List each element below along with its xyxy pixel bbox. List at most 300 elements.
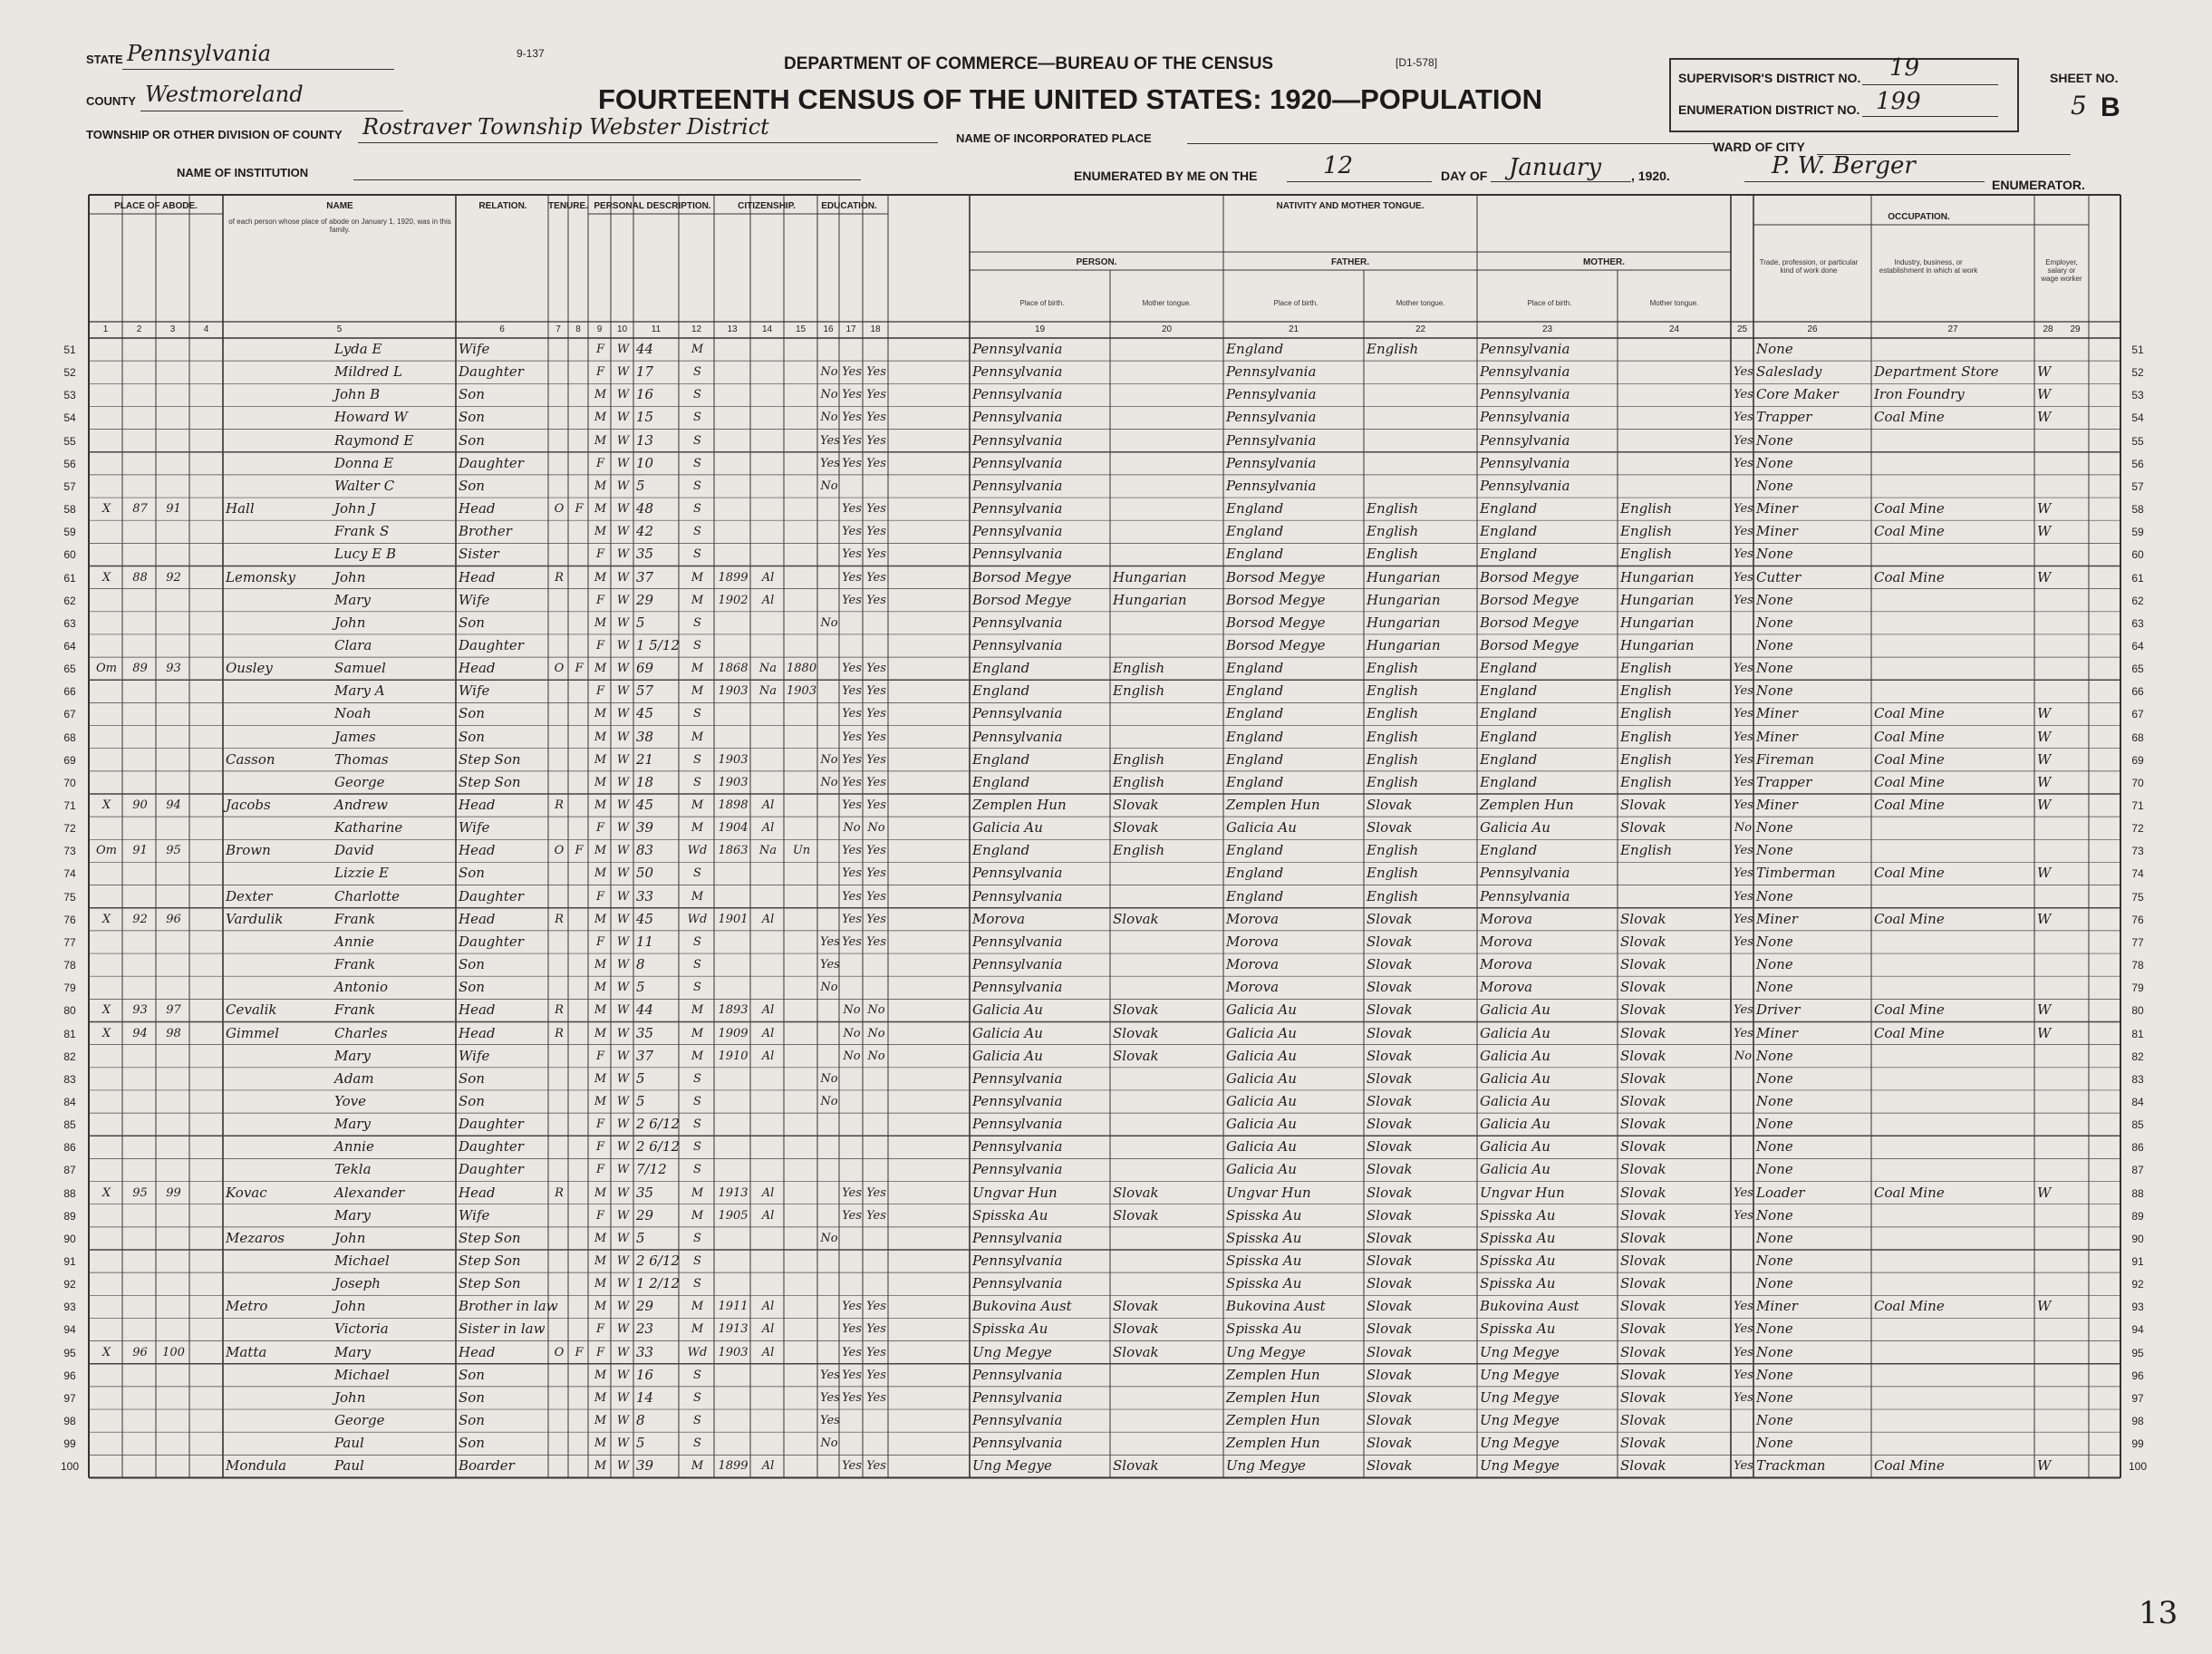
- line-number: 60: [63, 548, 76, 562]
- column-number: 11: [651, 324, 662, 334]
- cell-ftongue: Hungarian: [1367, 614, 1441, 631]
- line-number: 61: [2131, 571, 2144, 585]
- cell-home: O: [554, 1345, 565, 1359]
- cell-fpob: Bukovina Aust: [1226, 1298, 1326, 1315]
- cell-ftongue: Slovak: [1367, 819, 1413, 837]
- cell-ftongue: English: [1367, 523, 1419, 540]
- cell-color: W: [616, 388, 630, 402]
- cell-age: 42: [636, 523, 654, 540]
- cell-read: Yes: [842, 1368, 862, 1382]
- cell-surname: Metro: [226, 1298, 268, 1315]
- cell-surname: Brown: [226, 842, 271, 859]
- cell-industry: Coal Mine: [1874, 1184, 1945, 1201]
- line-number: 75: [2131, 890, 2144, 904]
- cell-read: Yes: [842, 593, 862, 607]
- cell-surname: Hall: [226, 500, 255, 517]
- cell-mtongue: Hungarian: [1620, 636, 1695, 653]
- cell-sex: F: [595, 934, 605, 949]
- cell-pob: Pennsylvania: [972, 865, 1063, 882]
- cell-read: Yes: [842, 844, 862, 858]
- cell-sex: M: [594, 866, 607, 881]
- cell-relation: Wife: [459, 819, 490, 837]
- cell-imm: 1903: [718, 684, 749, 699]
- cell-ftongue: English: [1367, 705, 1419, 722]
- cell-age: 45: [636, 910, 654, 927]
- cell-color: W: [616, 730, 630, 744]
- cell-given: Mary: [334, 1047, 371, 1064]
- cell-relation: Head: [459, 1184, 496, 1201]
- column-number: 16: [823, 324, 834, 334]
- cell-color: W: [616, 1140, 630, 1155]
- cell-trade: None: [1756, 1412, 1793, 1429]
- cell-english: Yes: [1734, 570, 1753, 585]
- cell-trade: Loader: [1756, 1184, 1805, 1201]
- enumeration-value: 199: [1876, 88, 1921, 115]
- cell-relation: Daughter: [459, 1138, 524, 1156]
- cell-surname: Jacobs: [226, 797, 271, 813]
- cell-english: Yes: [1734, 547, 1753, 562]
- cell-relation: Son: [459, 614, 485, 631]
- cell-home: R: [555, 1003, 564, 1018]
- cell-relation: Step Son: [459, 1275, 521, 1292]
- cell-write: Yes: [866, 844, 886, 858]
- cell-age: 69: [636, 660, 654, 677]
- cell-mtongue: English: [1620, 660, 1673, 677]
- cell-school: Yes: [820, 433, 840, 448]
- cell-read: Yes: [842, 456, 862, 470]
- cell-write: Yes: [866, 502, 886, 517]
- column-number: 14: [761, 324, 773, 334]
- supervisor-value: 19: [1889, 54, 1920, 82]
- cell-age: 35: [636, 1024, 654, 1041]
- cell-employer: W: [2037, 363, 2052, 381]
- enumeration-label: ENUMERATION DISTRICT NO.: [1678, 102, 1860, 117]
- cell-marital: M: [691, 1003, 704, 1018]
- column-number: 6: [499, 324, 505, 334]
- cell-read: Yes: [842, 547, 862, 562]
- cell-fpob: Spisska Au: [1226, 1275, 1302, 1292]
- line-number: 83: [63, 1072, 76, 1086]
- line-number: 64: [63, 639, 76, 653]
- cell-street: X: [101, 570, 111, 585]
- cell-write: Yes: [866, 1208, 886, 1223]
- cell-sex: M: [594, 1300, 607, 1314]
- cell-nat: Al: [761, 1003, 775, 1018]
- cell-ftongue: English: [1367, 865, 1419, 882]
- cell-sex: F: [595, 1345, 605, 1359]
- cell-relation: Daughter: [459, 1161, 524, 1178]
- cell-color: W: [616, 1459, 630, 1474]
- line-number: 56: [63, 457, 76, 470]
- cell-pob: Pennsylvania: [972, 386, 1063, 403]
- cell-write: Yes: [866, 1322, 886, 1337]
- cell-relation: Son: [459, 1366, 485, 1383]
- cell-mpob: England: [1480, 750, 1538, 768]
- line-number: 55: [2131, 434, 2144, 448]
- cell-color: W: [616, 684, 630, 699]
- cell-given: Frank: [334, 910, 376, 927]
- column-number: 10: [616, 324, 628, 334]
- cell-english: Yes: [1734, 866, 1753, 881]
- cell-marital: S: [693, 1390, 701, 1405]
- cell-age: 21: [636, 750, 654, 768]
- cell-ftongue: Slovak: [1367, 1366, 1413, 1383]
- cell-pob: Pennsylvania: [972, 705, 1063, 722]
- cell-sex: M: [594, 752, 607, 767]
- cell-color: W: [616, 479, 630, 493]
- cell-age: 1 5/12: [636, 636, 680, 653]
- cell-trade: None: [1756, 614, 1793, 631]
- line-number: 65: [63, 663, 76, 676]
- cell-sex: F: [595, 1049, 605, 1063]
- cell-marital: S: [693, 433, 701, 448]
- cell-industry: Coal Mine: [1874, 1457, 1945, 1475]
- line-number: 87: [2131, 1164, 2144, 1177]
- cell-mpob: Spisska Au: [1480, 1206, 1556, 1224]
- cell-color: W: [616, 525, 630, 539]
- line-number: 88: [2131, 1186, 2144, 1200]
- line-number: 78: [2131, 959, 2144, 972]
- cell-pob: Borsod Megye: [972, 591, 1072, 608]
- cell-read: Yes: [842, 707, 862, 721]
- cell-age: 15: [636, 409, 654, 426]
- cell-sex: M: [594, 958, 607, 972]
- cell-dwelling: 99: [166, 1185, 181, 1200]
- line-number: 71: [2131, 799, 2144, 812]
- cell-pob: Pennsylvania: [972, 1116, 1063, 1133]
- cell-color: W: [616, 1071, 630, 1086]
- cell-read: Yes: [842, 1185, 862, 1200]
- cell-mpob: Galicia Au: [1480, 1092, 1550, 1109]
- cell-marital: S: [693, 1368, 701, 1382]
- cell-given: Katharine: [334, 819, 403, 837]
- cell-sex: M: [594, 707, 607, 721]
- cell-read: No: [843, 1003, 861, 1018]
- cell-age: 5: [636, 1229, 645, 1246]
- line-number: 75: [63, 890, 76, 904]
- cell-english: Yes: [1734, 502, 1753, 517]
- cell-age: 44: [636, 341, 654, 357]
- cell-pob: Pennsylvania: [972, 956, 1063, 973]
- cell-ftongue: Slovak: [1367, 956, 1413, 973]
- cell-fpob: Galicia Au: [1226, 1138, 1297, 1156]
- cell-age: 35: [636, 546, 654, 563]
- cell-color: W: [616, 1414, 630, 1428]
- cell-relation: Step Son: [459, 773, 521, 790]
- cell-color: W: [616, 343, 630, 356]
- cell-given: Charlotte: [334, 887, 401, 904]
- cell-english: Yes: [1734, 1345, 1753, 1359]
- cell-sex: M: [594, 1026, 607, 1040]
- cell-sex: F: [595, 343, 605, 356]
- cell-write: Yes: [866, 1390, 886, 1405]
- cell-house: 89: [132, 662, 148, 676]
- cell-mtongue: Slovak: [1620, 1320, 1666, 1338]
- cell-street: Om: [96, 662, 117, 676]
- cell-ftongue: Slovak: [1367, 933, 1413, 950]
- cell-english: Yes: [1734, 889, 1753, 904]
- cell-mpob: Spisska Au: [1480, 1320, 1556, 1338]
- cell-sex: F: [595, 638, 605, 653]
- cell-marital: S: [693, 752, 701, 767]
- cell-industry: Coal Mine: [1874, 705, 1945, 722]
- cell-natyr: 1880: [787, 662, 817, 676]
- cell-marital: S: [693, 411, 701, 425]
- cell-mtongue: Slovak: [1620, 1343, 1666, 1360]
- line-number: 77: [63, 935, 76, 949]
- enumerated-day: 12: [1323, 152, 1354, 179]
- cell-sex: M: [594, 411, 607, 425]
- cell-employer: W: [2037, 1001, 2052, 1019]
- line-number: 58: [63, 503, 76, 517]
- line-number: 100: [2128, 1460, 2148, 1474]
- cell-color: W: [616, 1390, 630, 1405]
- column-number: 24: [1668, 324, 1680, 334]
- cell-relation: Head: [459, 797, 496, 813]
- cell-given: Yove: [334, 1092, 366, 1109]
- cell-imm: 1903: [718, 752, 749, 767]
- cell-color: W: [616, 958, 630, 972]
- cell-ftongue: Slovak: [1367, 1138, 1413, 1156]
- cell-age: 13: [636, 431, 654, 449]
- cell-trade: None: [1756, 1069, 1793, 1087]
- cell-write: Yes: [866, 730, 886, 744]
- cell-given: Donna E: [334, 454, 394, 471]
- cell-industry: Coal Mine: [1874, 728, 1945, 745]
- enumerated-label: ENUMERATED BY ME ON THE: [1074, 169, 1258, 183]
- cell-ftongue: Slovak: [1367, 1229, 1413, 1246]
- cell-ftongue: Slovak: [1367, 1457, 1413, 1475]
- cell-marital: S: [693, 1163, 701, 1177]
- cell-color: W: [616, 821, 630, 836]
- cell-home: O: [554, 844, 565, 858]
- cell-fpob: Zemplen Hun: [1226, 1366, 1320, 1383]
- cell-write: Yes: [866, 684, 886, 699]
- cell-write: Yes: [866, 707, 886, 721]
- cell-sex: M: [594, 433, 607, 448]
- cell-marital: S: [693, 388, 701, 402]
- cell-imm: 1910: [718, 1049, 749, 1063]
- supervisor-label: SUPERVISOR'S DISTRICT NO.: [1678, 71, 1861, 85]
- cell-pob: Morova: [972, 910, 1026, 927]
- cell-industry: Coal Mine: [1874, 1024, 1945, 1041]
- cell-mpob: Pennsylvania: [1480, 477, 1570, 494]
- cell-given: Antonio: [334, 979, 389, 996]
- cell-surname: Ousley: [226, 660, 273, 677]
- cell-read: Yes: [842, 1322, 862, 1337]
- cell-english: Yes: [1734, 912, 1753, 926]
- cell-industry: Coal Mine: [1874, 773, 1945, 790]
- cell-ptongue: Slovak: [1113, 1184, 1159, 1201]
- cell-employer: W: [2037, 409, 2052, 426]
- line-number: 63: [2131, 616, 2144, 630]
- cell-mpob: England: [1480, 705, 1538, 722]
- cell-write: Yes: [866, 411, 886, 425]
- cell-age: 83: [636, 842, 654, 859]
- cell-english: Yes: [1734, 798, 1753, 812]
- cell-write: Yes: [866, 388, 886, 402]
- cell-ftongue: Slovak: [1367, 1184, 1413, 1201]
- cell-mtongue: Slovak: [1620, 1366, 1666, 1383]
- line-number: 76: [2131, 913, 2144, 926]
- cell-imm: 1899: [718, 570, 749, 585]
- cell-sex: F: [595, 547, 605, 562]
- cell-write: Yes: [866, 866, 886, 881]
- cell-ftongue: Slovak: [1367, 1388, 1413, 1406]
- cell-read: Yes: [842, 1459, 862, 1474]
- cell-sex: F: [595, 1163, 605, 1177]
- cell-trade: None: [1756, 1275, 1793, 1292]
- cell-age: 2 6/12: [636, 1253, 680, 1269]
- form-code: [D1-578]: [1396, 56, 1438, 69]
- cell-ftongue: Slovak: [1367, 1343, 1413, 1360]
- cell-pob: Pennsylvania: [972, 728, 1063, 745]
- township-label: TOWNSHIP OR OTHER DIVISION OF COUNTY: [86, 128, 343, 141]
- cell-home: O: [554, 662, 565, 676]
- cell-given: Raymond E: [334, 431, 414, 449]
- cell-english: Yes: [1734, 752, 1753, 767]
- cell-read: Yes: [842, 866, 862, 881]
- cell-pob: Pennsylvania: [972, 1161, 1063, 1178]
- cell-surname: Lemonsky: [226, 568, 296, 585]
- cell-fpob: England: [1226, 865, 1284, 882]
- cell-mpob: England: [1480, 728, 1538, 745]
- column-number: 23: [1541, 324, 1553, 334]
- cell-write: No: [867, 1003, 885, 1018]
- cell-english: Yes: [1734, 1185, 1753, 1200]
- cell-ftongue: Slovak: [1367, 1275, 1413, 1292]
- cell-marital: S: [693, 615, 701, 630]
- hdr-place-of-abode: PLACE OF ABODE.: [114, 201, 198, 211]
- line-number: 73: [63, 845, 76, 858]
- cell-mpob: England: [1480, 682, 1538, 700]
- hdr-pob-mother: Place of birth.: [1527, 299, 1572, 307]
- cell-given: John: [334, 1388, 366, 1406]
- cell-school: Yes: [820, 1414, 840, 1428]
- cell-sex: M: [594, 388, 607, 402]
- cell-english: Yes: [1734, 775, 1753, 789]
- cell-mpob: Pennsylvania: [1480, 386, 1570, 403]
- line-number: 94: [63, 1323, 76, 1337]
- cell-mtongue: Slovak: [1620, 1161, 1666, 1178]
- cell-employer: W: [2037, 728, 2052, 745]
- line-number: 53: [2131, 389, 2144, 402]
- cell-sex: F: [595, 1208, 605, 1223]
- cell-relation: Wife: [459, 1206, 490, 1224]
- cell-english: Yes: [1734, 411, 1753, 425]
- cell-street: X: [101, 502, 111, 517]
- cell-read: Yes: [842, 411, 862, 425]
- line-number: 94: [2131, 1323, 2144, 1337]
- cell-write: Yes: [866, 365, 886, 380]
- cell-ftongue: Slovak: [1367, 1298, 1413, 1315]
- cell-ptongue: Slovak: [1113, 819, 1159, 837]
- cell-age: 18: [636, 773, 654, 790]
- state-label: STATE: [86, 53, 123, 66]
- cell-mtongue: English: [1620, 750, 1673, 768]
- cell-mpob: Morova: [1480, 910, 1533, 927]
- cell-color: W: [616, 1026, 630, 1040]
- cell-ftongue: English: [1367, 750, 1419, 768]
- column-number: 25: [1736, 324, 1748, 334]
- cell-pob: England: [972, 660, 1030, 677]
- cell-relation: Son: [459, 956, 485, 973]
- cell-mtongue: Slovak: [1620, 1116, 1666, 1133]
- sheet-letter: B: [2101, 92, 2120, 122]
- cell-industry: Coal Mine: [1874, 1001, 1945, 1019]
- cell-ftongue: Hungarian: [1367, 591, 1441, 608]
- cell-pob: Pennsylvania: [972, 636, 1063, 653]
- cell-sex: M: [594, 1277, 607, 1291]
- cell-marital: S: [693, 547, 701, 562]
- cell-trade: None: [1756, 979, 1793, 996]
- cell-write: Yes: [866, 547, 886, 562]
- cell-given: Noah: [334, 705, 372, 722]
- cell-fpob: Spisska Au: [1226, 1206, 1302, 1224]
- cell-given: Lyda E: [334, 341, 382, 357]
- cell-dwelling: 91: [166, 502, 181, 517]
- cell-mpob: England: [1480, 773, 1538, 790]
- cell-color: W: [616, 662, 630, 676]
- cell-relation: Head: [459, 1001, 496, 1019]
- cell-age: 45: [636, 797, 654, 813]
- cell-school: No: [820, 1231, 838, 1245]
- cell-house: 93: [132, 1003, 148, 1018]
- column-number: 22: [1415, 324, 1426, 334]
- enumerator-value: P. W. Berger: [1772, 152, 1916, 179]
- cell-write: Yes: [866, 775, 886, 789]
- cell-trade: Miner: [1756, 500, 1798, 517]
- cell-fpob: Galicia Au: [1226, 1092, 1297, 1109]
- line-number: 98: [63, 1415, 76, 1428]
- cell-mpob: Ung Megye: [1480, 1457, 1560, 1475]
- line-number: 92: [2131, 1278, 2144, 1291]
- cell-fpob: England: [1226, 546, 1284, 563]
- cell-english: Yes: [1734, 844, 1753, 858]
- cell-mtongue: Slovak: [1620, 933, 1666, 950]
- cell-sex: M: [594, 479, 607, 493]
- cell-relation: Step Son: [459, 1253, 521, 1269]
- line-number: 86: [2131, 1141, 2144, 1155]
- cell-school: Yes: [820, 1368, 840, 1382]
- cell-sex: M: [594, 1436, 607, 1451]
- cell-write: Yes: [866, 570, 886, 585]
- cell-trade: Miner: [1756, 728, 1798, 745]
- cell-age: 5: [636, 1069, 645, 1087]
- cell-fpob: Pennsylvania: [1226, 431, 1317, 449]
- column-number: 3: [169, 324, 176, 334]
- cell-trade: None: [1756, 956, 1793, 973]
- line-number: 66: [2131, 685, 2144, 699]
- cell-imm: 1903: [718, 1345, 749, 1359]
- cell-sex: F: [595, 684, 605, 699]
- line-number: 59: [2131, 526, 2144, 539]
- cell-home: R: [555, 1026, 564, 1040]
- cell-relation: Head: [459, 1024, 496, 1041]
- cell-fpob: Ungvar Hun: [1226, 1184, 1311, 1201]
- line-number: 90: [63, 1232, 76, 1245]
- cell-english: Yes: [1734, 662, 1753, 676]
- cell-color: W: [616, 707, 630, 721]
- ward-label: WARD OF CITY: [1713, 140, 1805, 154]
- cell-employer: W: [2037, 1298, 2052, 1315]
- cell-fpob: Morova: [1226, 933, 1280, 950]
- cell-ptongue: Hungarian: [1113, 591, 1187, 608]
- cell-ftongue: English: [1367, 682, 1419, 700]
- cell-given: Lucy E B: [334, 546, 397, 563]
- cell-mtongue: English: [1620, 546, 1673, 563]
- cell-imm: 1899: [718, 1459, 749, 1474]
